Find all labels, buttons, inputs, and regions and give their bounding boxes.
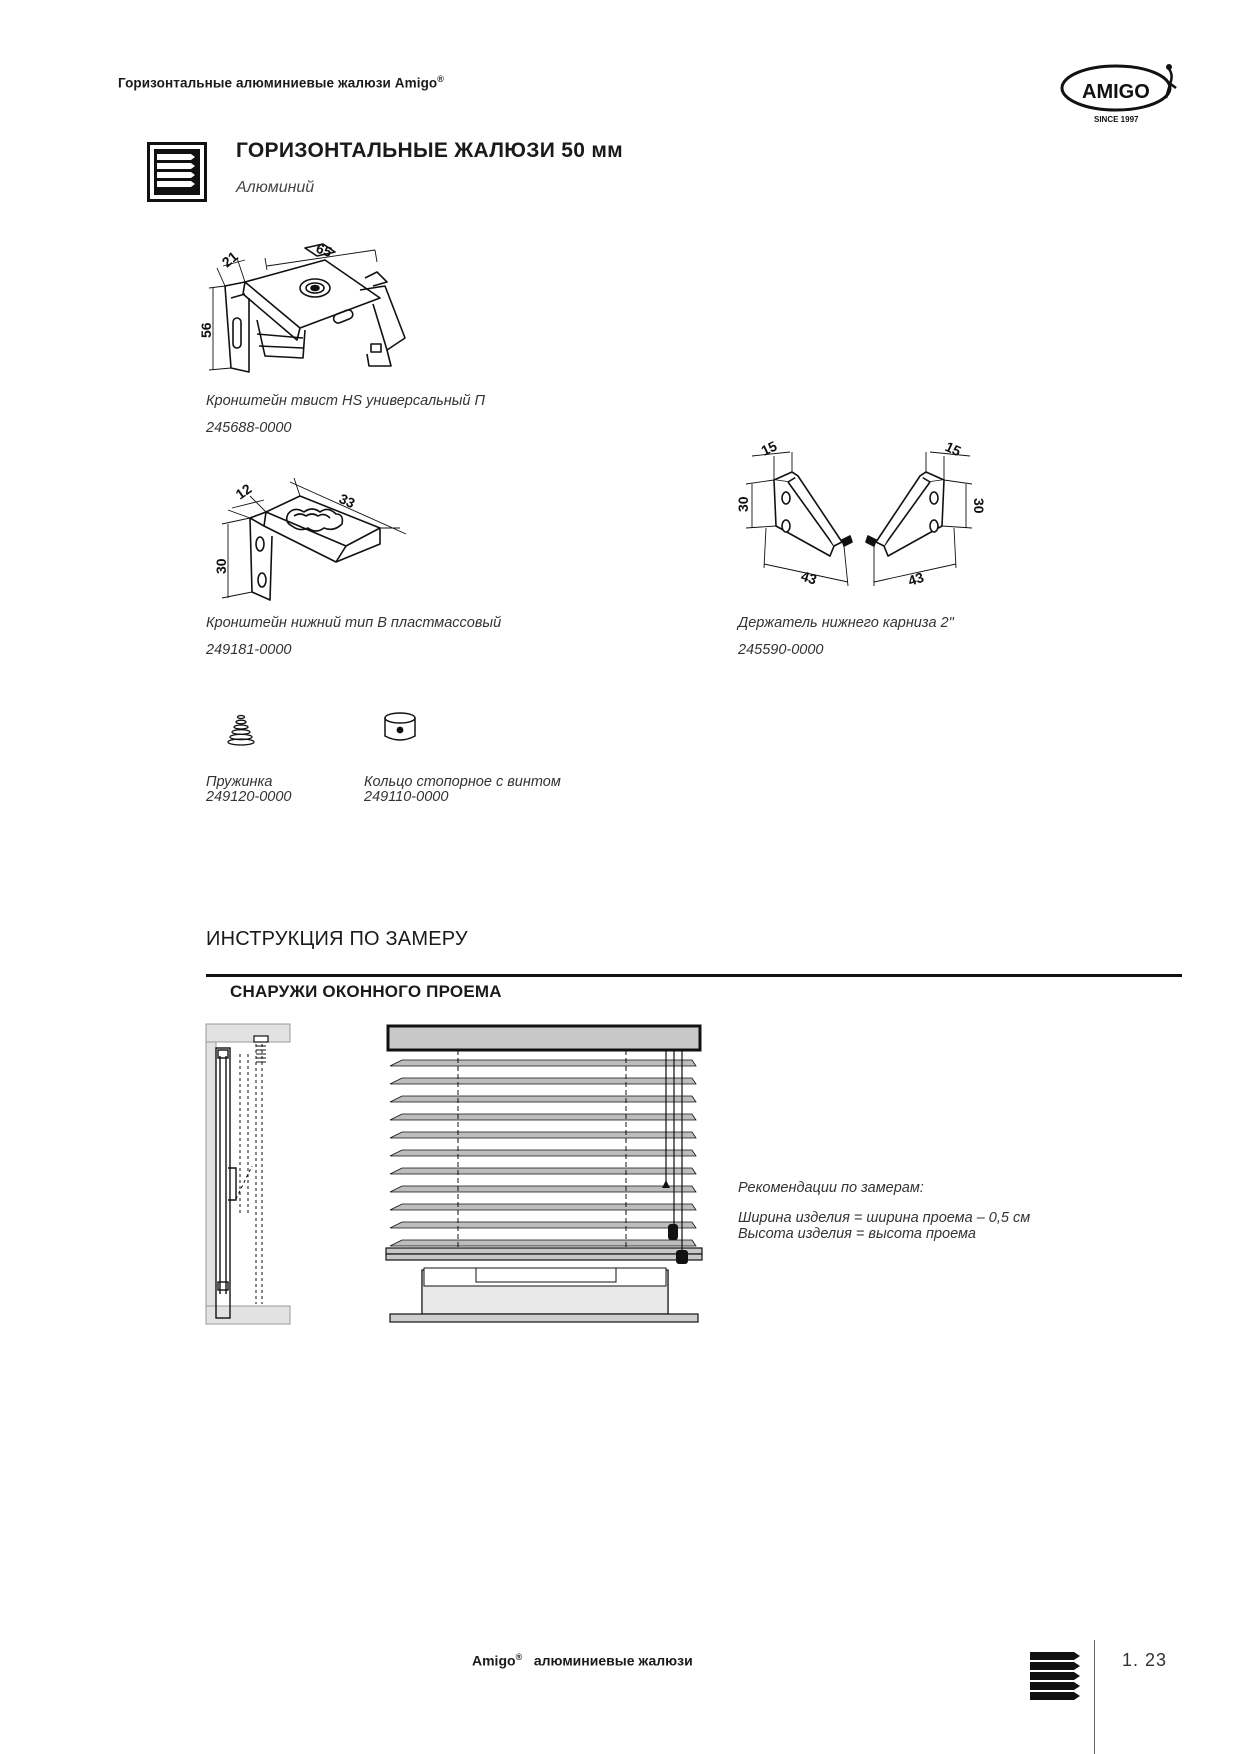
svg-text:12: 12 xyxy=(232,480,255,503)
svg-text:30: 30 xyxy=(213,558,229,574)
width-rule: Ширина изделия = ширина проема – 0,5 см xyxy=(738,1210,1031,1226)
part-name: Держатель нижнего карниза 2" xyxy=(738,615,954,631)
part-name: Кольцо стопорное с винтом xyxy=(364,774,561,790)
svg-text:AMIGO: AMIGO xyxy=(1082,81,1150,103)
svg-text:15: 15 xyxy=(942,438,964,460)
footer-divider xyxy=(1094,1640,1095,1754)
amigo-logo xyxy=(1060,62,1184,128)
svg-text:65: 65 xyxy=(313,239,335,261)
part-code: 249120-0000 xyxy=(206,789,292,805)
part-code: 245688-0000 xyxy=(206,420,292,436)
section-divider xyxy=(206,974,1182,977)
svg-text:SINCE 1997: SINCE 1997 xyxy=(1094,115,1139,124)
bottom-bracket-illustration xyxy=(210,466,430,606)
part-code: 245590-0000 xyxy=(738,642,824,658)
twist-bracket-illustration xyxy=(198,238,445,388)
footer-brand: Amigo® алюминиевые жалюзи xyxy=(472,1652,693,1669)
svg-text:30: 30 xyxy=(971,498,987,514)
svg-text:15: 15 xyxy=(758,437,780,459)
section-title: ИНСТРУКЦИЯ ПО ЗАМЕРУ xyxy=(206,928,468,950)
bottom-rail-holder-illustration xyxy=(730,436,1000,606)
svg-text:56: 56 xyxy=(198,322,214,338)
blind-front-illustration xyxy=(386,1024,702,1322)
subsection-title: СНАРУЖИ ОКОННОГО ПРОЕМА xyxy=(230,982,502,1001)
part-code: 249181-0000 xyxy=(206,642,292,658)
svg-text:30: 30 xyxy=(735,496,751,512)
spring-icon xyxy=(224,712,258,746)
part-name: Кронштейн нижний тип В пластмассовый xyxy=(206,615,502,631)
header-title: Горизонтальные алюминиевые жалюзи Amigo® xyxy=(118,74,444,91)
part-name: Пружинка xyxy=(206,774,273,790)
product-title: ГОРИЗОНТАЛЬНЫЕ ЖАЛЮЗИ 50 мм xyxy=(236,139,624,162)
svg-text:43: 43 xyxy=(905,568,926,589)
part-code: 249110-0000 xyxy=(364,789,449,805)
svg-text:43: 43 xyxy=(799,567,819,588)
product-subtitle: Алюминий xyxy=(236,179,315,196)
horizontal-blinds-icon xyxy=(147,142,207,202)
page-number: 1. 23 xyxy=(1122,1650,1168,1670)
svg-text:33: 33 xyxy=(336,490,358,512)
window-side-section-illustration xyxy=(206,1024,290,1324)
stop-ring-icon xyxy=(382,710,418,746)
recommendations-title: Рекомендации по замерам: xyxy=(738,1180,924,1196)
svg-text:21: 21 xyxy=(218,248,241,271)
part-name: Кронштейн твист HS универсальный П xyxy=(206,393,486,409)
horizontal-blinds-icon xyxy=(1030,1652,1082,1700)
height-rule: Высота изделия = высота проема xyxy=(738,1226,976,1242)
